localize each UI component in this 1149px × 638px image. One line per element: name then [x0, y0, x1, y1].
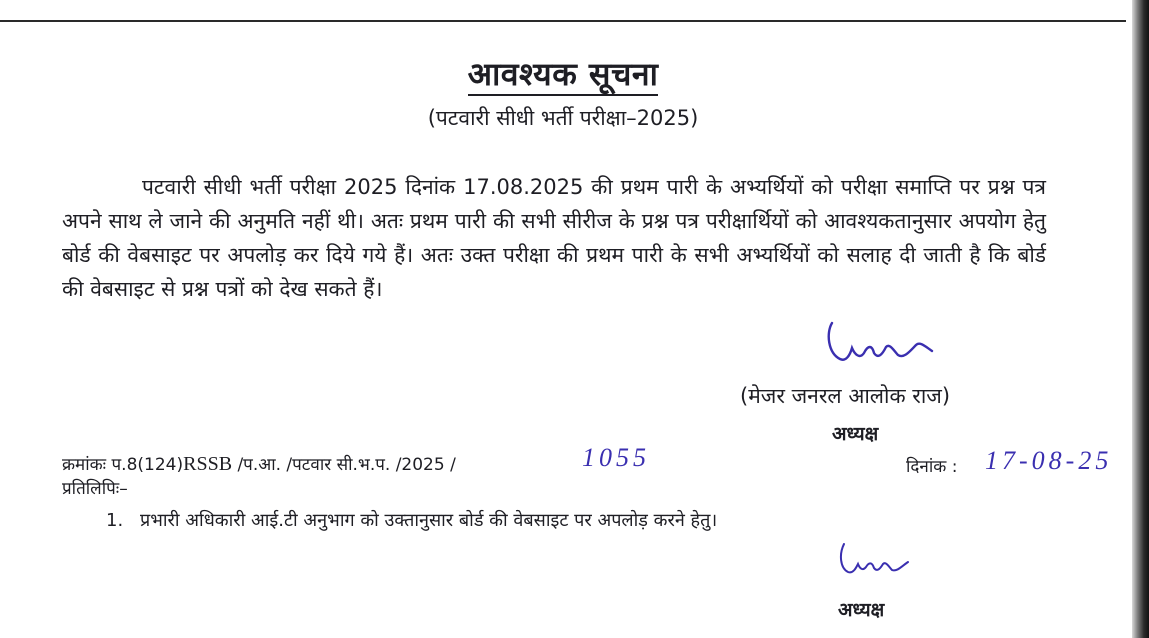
copy-item-number: 1.: [106, 510, 124, 531]
copy-item-text: प्रभारी अधिकारी आई.टी अनुभाग को उक्तानुसार बोर्ड की वेबसाइट पर अपलोड़ करने हेतु।: [140, 510, 718, 531]
reference-number: [62, 452, 456, 476]
signature-mark-secondary: [836, 540, 916, 582]
reference-path: /प.आ. /पटवार सी.भ.प. /2025 /: [232, 455, 456, 475]
notice-subtitle: (पटवारी सीधी भर्ती परीक्षा–2025): [427, 106, 699, 130]
copy-designation: अध्यक्ष: [838, 599, 885, 621]
handwritten-reference-number: 1055: [582, 443, 650, 472]
copy-to-item: [106, 508, 717, 532]
reference-org: RSSB: [183, 453, 233, 475]
top-border-line: [0, 20, 1126, 22]
date-label: दिनांक :: [906, 457, 958, 477]
signatory-name: (मेजर जनरल आलोक राज): [740, 384, 951, 408]
signatory-designation: अध्यक्ष: [832, 423, 879, 445]
handwritten-date: 17-08-25: [985, 446, 1113, 475]
page-edge-shadow: [1132, 0, 1149, 638]
signature-mark: [822, 315, 937, 370]
notice-body: पटवारी सीधी भर्ती परीक्षा 2025 दिनांक 17.08.2025 की प्रथम पारी के अभ्यर्थियों को परीक्षा समाप्ति पर प्रश्न पत्र अपने साथ ले जाने की अनुमति नहीं थी। अतः प्रथम पारी की सभी सीरीज के प्रश्न पत्र परीक्षार्थियों को आवश्यकतानुसार अपयोग हेतु बोर्ड की वेबसाइट पर अपलोड़ कर दिये गये हैं। अतः उक्त परीक्षा की प्रथम पारी के सभी अभ्यर्थियों को सलाह दी जाती है कि बोर्ड की वेबसाइट से प्रश्न पत्रों को देख सकते हैं।: [62, 175, 1046, 301]
notice-title: आवश्यक सूचना: [0, 52, 1126, 95]
copy-to-label: प्रतिलिपिः–: [62, 479, 128, 499]
reference-prefix: क्रमांकः प.8(124): [62, 455, 184, 475]
